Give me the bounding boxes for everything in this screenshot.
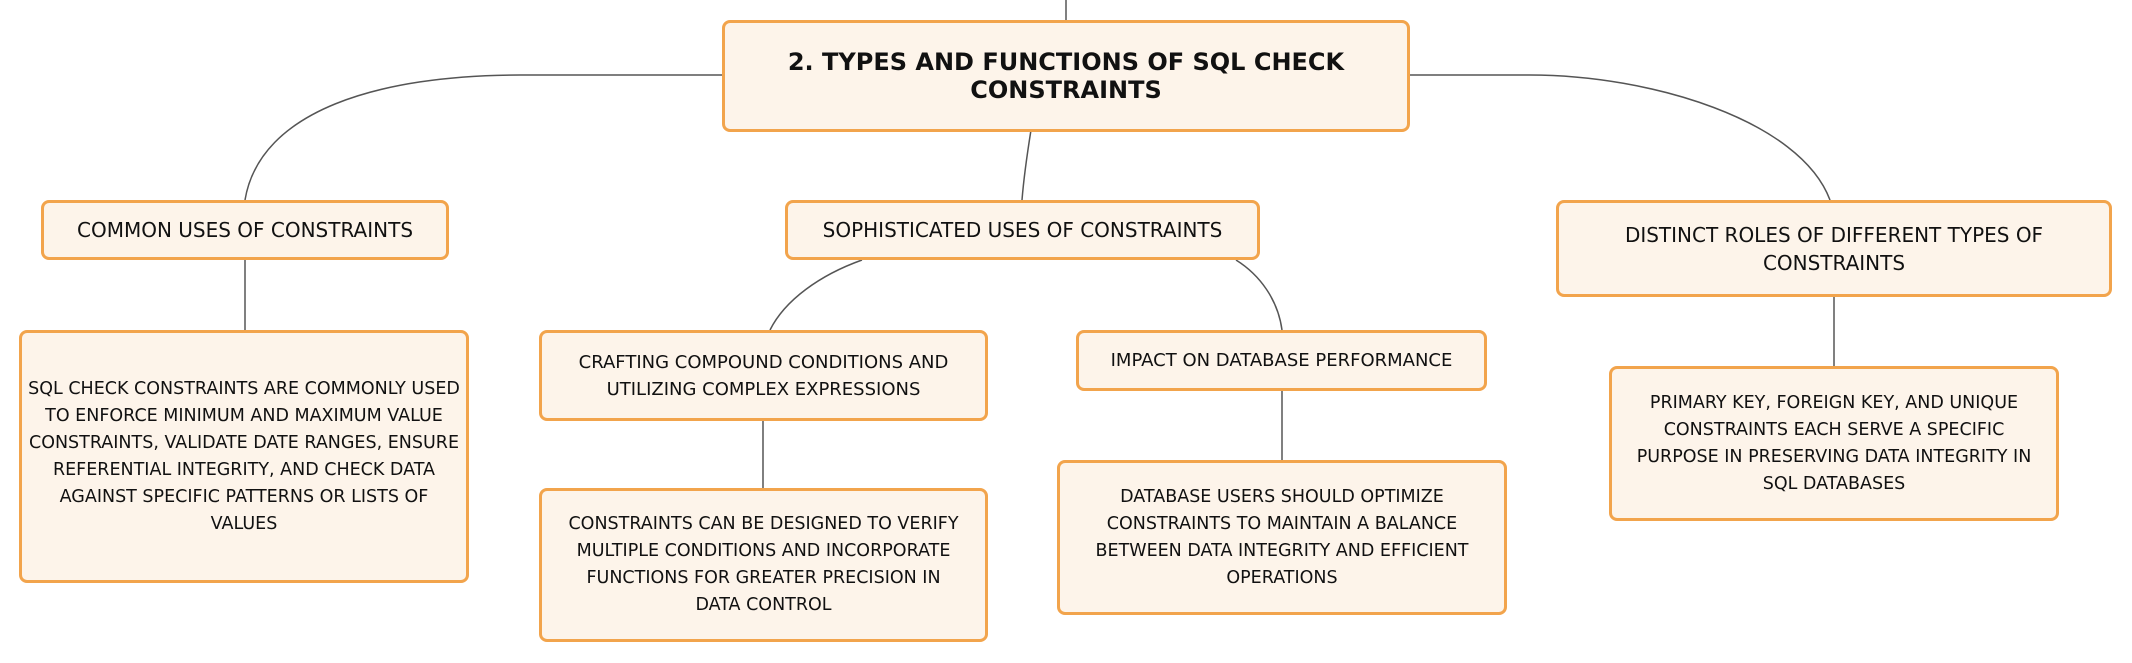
root-topic-node[interactable] <box>722 20 1410 132</box>
distinct-roles-title: DISTINCT ROLES OF DIFFERENT TYPES OF CONSTRAINTS <box>1624 222 2044 275</box>
sophisticated-uses-title: SOPHISTICATED USES OF CONSTRAINTS <box>822 218 1223 242</box>
link-root-to-common <box>245 75 722 200</box>
database-performance-title: IMPACT ON DATABASE PERFORMANCE <box>1110 350 1453 371</box>
common-uses-detail-node[interactable] <box>19 330 469 583</box>
compound-conditions-detail-node[interactable] <box>539 488 988 642</box>
distinct-roles-detail-text: PRIMARY KEY, FOREIGN KEY, AND UNIQUE CONSTRAINTS EACH SERVE A SPECIFIC PURPOSE IN PRESERVING DATA INTEGRITY IN SQL DATABASES <box>1636 392 2032 494</box>
database-performance-detail-node[interactable] <box>1057 460 1507 615</box>
compound-conditions-title: CRAFTING COMPOUND CONDITIONS AND UTILIZING COMPLEX EXPRESSIONS <box>578 351 949 400</box>
link-root-to-sophisticated <box>1022 130 1031 200</box>
distinct-roles-detail-node[interactable] <box>1609 366 2059 521</box>
common-uses-node[interactable] <box>41 200 449 260</box>
common-uses-detail-text: SQL CHECK CONSTRAINTS ARE COMMONLY USED TO ENFORCE MINIMUM AND MAXIMUM VALUE CONSTRAINTS, VALIDATE DATE RANGES, ENSURE REFERENTIAL INTEGRITY, AND CHECK DATA AGAINST SPECIFIC PATTERNS OR LISTS OF VALUES <box>28 378 460 534</box>
database-performance-node[interactable] <box>1076 330 1487 391</box>
root-topic-title: 2. TYPES AND FUNCTIONS OF SQL CHECK CONSTRAINTS <box>787 48 1345 104</box>
link-root-to-distinct <box>1408 75 1830 200</box>
common-uses-title: COMMON USES OF CONSTRAINTS <box>76 218 414 242</box>
database-performance-detail-text: DATABASE USERS SHOULD OPTIMIZE CONSTRAINTS TO MAINTAIN A BALANCE BETWEEN DATA INTEGRITY AND EFFICIENT OPERATIONS <box>1095 486 1469 588</box>
link-sophisticated-to-performance <box>1236 260 1282 330</box>
distinct-roles-node[interactable] <box>1556 200 2112 297</box>
compound-conditions-detail-text: CONSTRAINTS CAN BE DESIGNED TO VERIFY MULTIPLE CONDITIONS AND INCORPORATE FUNCTIONS FOR GREATER PRECISION IN DATA CONTROL <box>568 514 959 615</box>
sophisticated-uses-node[interactable] <box>785 200 1260 260</box>
compound-conditions-node[interactable] <box>539 330 988 421</box>
link-sophisticated-to-compound <box>770 260 862 330</box>
